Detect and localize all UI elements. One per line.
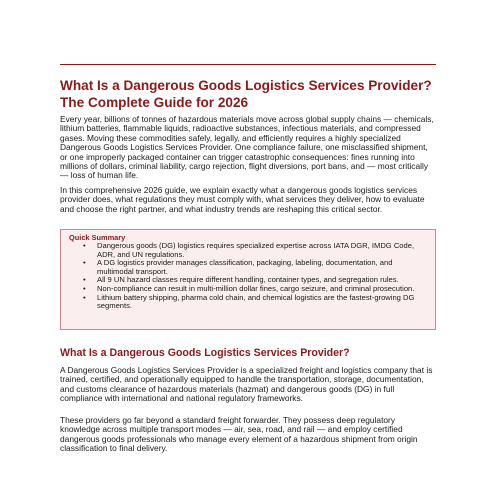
bullet-icon: •	[83, 241, 86, 250]
article-title: What Is a Dangerous Goods Logistics Services Provider? The Complete Guide for 2026	[60, 78, 432, 110]
list-item-text: Non-compliance can result in multi-million dollar fines, cargo seizure, and criminal prosecution.	[97, 283, 415, 293]
bullet-icon: •	[83, 292, 86, 302]
top-divider	[60, 64, 436, 65]
list-item-text: Dangerous goods (DG) logistics requires specialized expertise across IATA DGR, IMDG Code, ADR, and UN regulations.	[97, 241, 415, 259]
article-page	[60, 0, 436, 494]
list-item	[83, 259, 423, 276]
quick-summary-heading: Quick Summary	[69, 233, 126, 242]
quick-summary-box	[60, 229, 436, 330]
list-item-text: A DG logistics provider manages classification, packaging, labeling, documentation, and multimodal transport.	[97, 258, 393, 276]
intro-paragraph-1: Every year, billions of tonnes of hazardous materials move across global supply chains — chemicals, lithium batteries, flammable liquids, radioactive substances, infectious materials, and compressed gases. Moving these commodities safely, legally, and efficiently requires a highly specialized Dangerous Goods Logistics Services Provider. One compliance failure, one misclassified shipment, or one improperly packaged container can trigger catastrophic consequences: fines running into millions of dollars, criminal liability, cargo rejection, flight diversions, port bans, and — most critically — loss of human life.	[60, 114, 434, 181]
quick-summary-list	[83, 242, 423, 311]
list-item	[83, 294, 423, 311]
section-paragraph-1: A Dangerous Goods Logistics Services Provider is a specialized freight and logistics company that is trained, certified, and operationally equipped to handle the transportation, storage, documentation, and customs clearance of hazardous materials (hazmat) and dangerous goods (DG) in full compliance with international and national regulatory frameworks.	[60, 365, 433, 404]
section-heading: What Is a Dangerous Goods Logistics Services Provider?	[60, 347, 350, 359]
bullet-icon: •	[83, 275, 86, 285]
bullet-icon: •	[83, 258, 86, 268]
intro-paragraph-2: In this comprehensive 2026 guide, we explain exactly what a dangerous goods logistics services provider does, what regulations they must comply with, what services they deliver, how to evaluate and choose the right partner, and what industry trends are reshaping this critical sector.	[60, 185, 425, 214]
list-item-text: Lithium battery shipping, pharma cold chain, and chemical logistics are the fastest-growing DG segments.	[97, 292, 415, 311]
list-item	[83, 242, 423, 259]
bullet-icon: •	[83, 283, 86, 293]
list-item-text: All 9 UN hazard classes require different handling, container types, and segregation rules.	[97, 275, 399, 285]
section-paragraph-2: These providers go far beyond a standard freight forwarder. They possess deep regulatory knowledge across multiple transport modes — air, sea, road, and rail — and employ certified dangerous goods professionals who manage every element of a hazardous shipment from origin classification to final delivery.	[60, 415, 418, 454]
